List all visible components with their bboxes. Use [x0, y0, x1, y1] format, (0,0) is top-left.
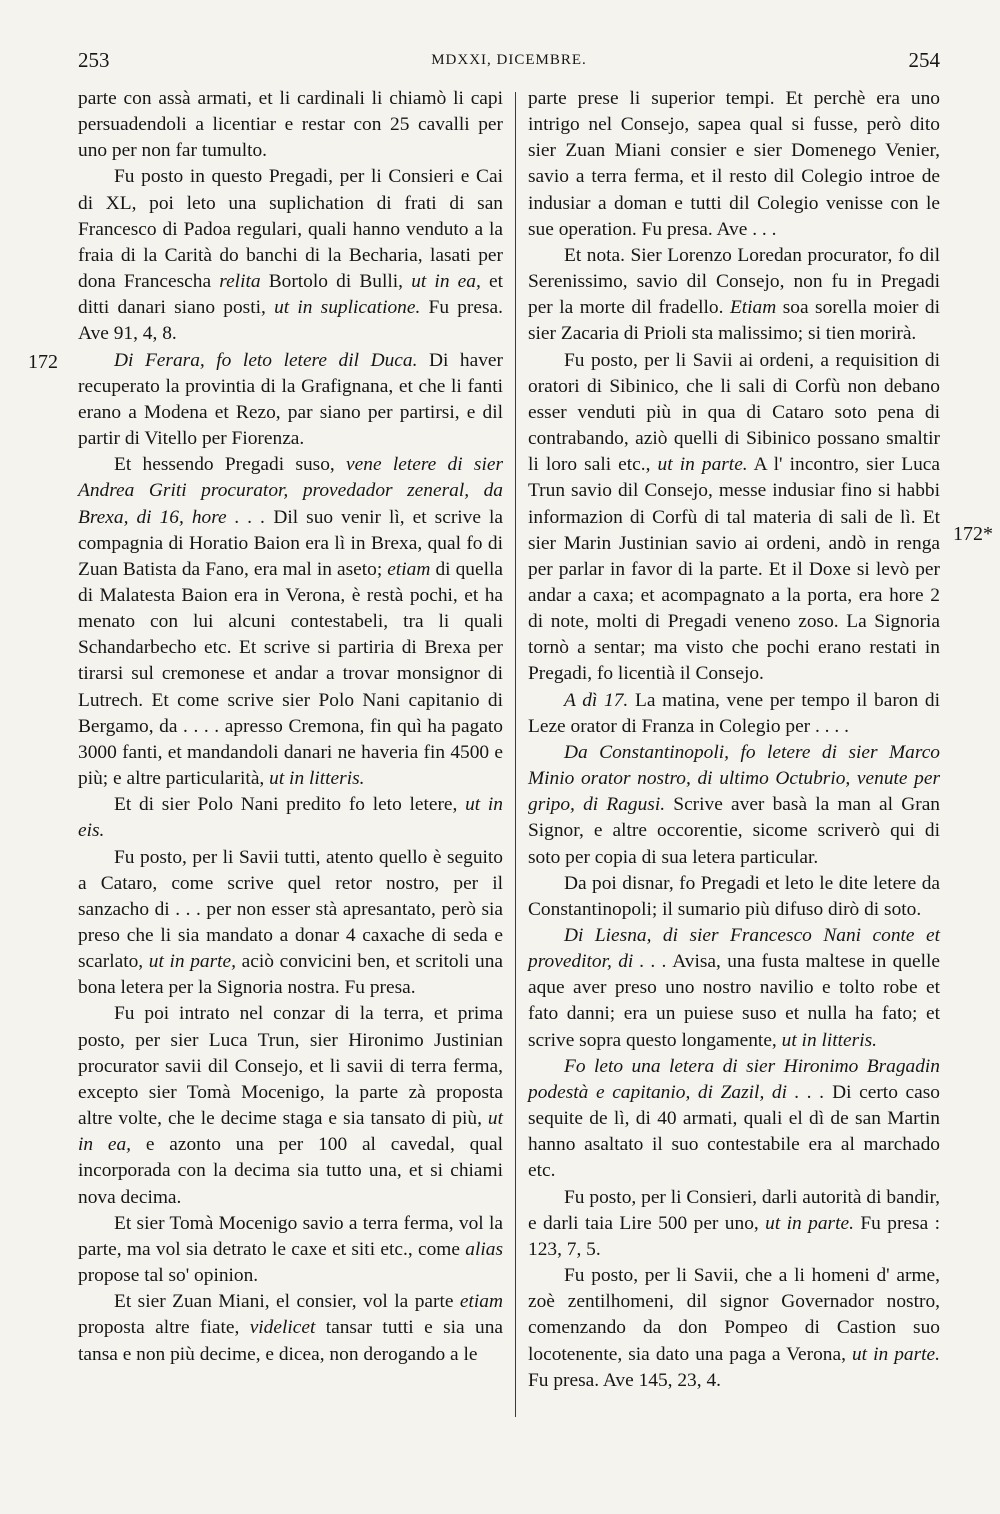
right-column	[528, 86, 940, 1394]
text-run: aciò convicini ben, et scritoli una bona letera per la Signoria nostra. Fu presa.	[78, 951, 503, 999]
italic-run: ut in parte.	[765, 1212, 854, 1234]
page-header	[78, 48, 940, 78]
text-run: proposta altre fiate,	[78, 1317, 250, 1339]
text-run: Fu presa. Ave 145, 23, 4.	[528, 1369, 721, 1391]
paragraph	[78, 1001, 503, 1210]
text-run: Fu posto, per li Savii ai ordeni, a requisition di oratori di Sibinico, che li sali di Corfù non debano esser venduti più in qua di Cataro soto pena di contrabando, aziò quelli di Sibinico possano smaltir li loro sali etc.,	[528, 349, 940, 476]
paragraph	[78, 164, 503, 347]
paragraph	[78, 1289, 503, 1367]
text-run: Fu presa. Ave 91, 4, 8.	[78, 297, 503, 345]
text-run: soa sorella moier di sier Zacaria di Prioli sta malissimo; si tien morirà.	[528, 297, 940, 345]
italic-run: ut in ea,	[411, 271, 481, 293]
paragraph	[78, 845, 503, 1002]
paragraph	[528, 923, 940, 1054]
text-run: Fu poi intrato nel conzar di la terra, et prima posto, per sier Luca Trun, sier Hironimo Justinian procurator savii dil Consejo, et li savii di terra ferma, excepto sier Tomà Mocenigo, la parte zà proposta altre volte, che le decime staga e sia tansato di più,	[78, 1003, 503, 1130]
italic-run: Da Constantinopoli, fo letere di sier Marco Minio orator nostro, di ultimo Octubrio, venute per gripo, di Ragusi.	[528, 741, 940, 816]
italic-run: ut in eis.	[78, 794, 503, 842]
paragraph: parte con assà armati, et li cardinali li chiamò li capi persuadendoli a licentiar e restar con 25 cavalli per uno per non far tumulto.	[78, 88, 503, 162]
paragraph	[78, 452, 503, 792]
text-run: Avisa, una fusta maltese in quelle aque aver preso uno nostro navilio e tolto robe et fato danni; era un puiese suso et nulla ha fato; et scrive sopra questo longamente,	[528, 951, 940, 1051]
italic-run: etiam	[387, 558, 431, 580]
text-run: A l' incontro, sier Luca Trun savio dil Consejo, messe indusiar fino si habbi informazion di Corfù di tal materia di sali de lì. Et sier Marin Justinian savio ai ordeni, andò in renga per parlar in favor di la parte. Et il Doxe si levò per andar a caxa; et acompagnato a la porta, era hore 2 di note, molti di Pregadi veneno zoso. La Signoria tornò a sentar; ma visto che pochi erano restati in Pregadi, fo licentià il Consejo.	[528, 454, 941, 685]
text-run: Scrive aver basà la man al Gran Signor, e altre occorentie, sicome scriverò qui di soto per copia di sua letera particular.	[528, 794, 940, 868]
text-run: Et di sier Polo Nani predito fo leto letere,	[114, 794, 466, 816]
left-column	[78, 86, 503, 1368]
italic-run: Fo leto una letera di sier Hironimo Bragadin podestà e capitanio, di Zazil, di . . .	[528, 1055, 940, 1103]
italic-run: vene letere di sier Andrea Griti procurator, provedador zeneral, da Brexa, di 16, hore . . .	[78, 454, 503, 528]
text-run: di quella di Malatesta Baion era in Verona, è restà pochi, et ha menato con lui alcuni contestabeli, tra li quali Schandarbecho etc. Et scrive si partiria di Brexa per tirarsi sul cremonese et andar a trovar monsignor di Lutrech. Et come scrive sier Polo Nani capitanio di Bergamo, da . . . . apresso Cremona, fin quì ha pagato 3000 fanti, et mandandoli danari ne haveria fin 4500 e più; e altre particularità,	[78, 558, 503, 790]
italic-run: ut in parte.	[657, 454, 748, 476]
italic-run: ut in suplicatione.	[274, 297, 421, 319]
running-title: MDXXI, DICEMBRE.	[431, 52, 587, 68]
text-run: Fu posto, per li Consieri, darli autorità di bandir, e darli taia Lire 500 per uno,	[528, 1186, 940, 1234]
text-run: Fu posto, per li Savii tutti, atento quello è seguito a Cataro, come scrive quel retor nostro, per il sanzacho di . . . per non esser stà apresantato, però sia preso che li sia mandato a donar 4 caxache di seda e scarlato,	[78, 846, 503, 973]
margin-note-right: 172*	[953, 523, 993, 545]
italic-run: A dì 17.	[564, 689, 629, 711]
column-divider	[515, 92, 516, 1417]
italic-run: ut in ea,	[78, 1108, 503, 1156]
paragraph	[528, 1054, 940, 1185]
text-run: Bortolo di Bulli,	[260, 271, 404, 293]
text-run: Fu posto in questo Pregadi, per li Consieri e Cai di XL, poi leto una suplichation di frati di san Francesco di Padoa regulari, quali hanno venduto a la fraia di la Carità do banchi di la Becharia, lasati per dona Franceschа	[78, 166, 503, 293]
paragraph	[528, 740, 940, 871]
paragraph	[528, 1185, 940, 1263]
italic-run: videlicet	[249, 1317, 316, 1339]
page-number-right: 254	[908, 48, 940, 72]
paragraph	[78, 348, 503, 453]
text-run: Di haver recuperato la provintia di la Grafignana, et che li fanti erano a Modena et Rezo, par siano per partirsi, e dil partir di Vitello per Fiorenza.	[78, 349, 503, 450]
text-run: Et sier Tomà Mocenigo savio a terra ferma, vol la parte, ma vol sia detrato le caxe et siti etc., come	[78, 1212, 503, 1260]
text-run: La matina, vene per tempo il baron di Leze orator di Franza in Colegio per . . . .	[528, 689, 941, 737]
text-run: propose tal so' opinion.	[78, 1265, 259, 1287]
page-number-left: 253	[78, 48, 110, 72]
paragraph: Da poi disnar, fo Pregadi et leto le dite letere da Constantinopoli; il sumario più difuso dirò di soto.	[528, 872, 940, 920]
italic-run: ut in parte.	[851, 1343, 940, 1365]
text-run: tansar tutti e sia una tansa e non più decime, e dicea, non derogando a le	[78, 1317, 503, 1365]
italic-run: Di Liesna, di sier Francesco Nani conte et proveditor, di . . .	[528, 925, 940, 973]
italic-run: ut in litteris.	[269, 768, 365, 790]
italic-run: Etiam	[729, 297, 777, 319]
paragraph	[528, 243, 940, 348]
text-run: e azonto una per 100 al cavedal, qual incorporada con la decima sia tutto una, et si chiami nova decima.	[78, 1134, 503, 1208]
text-run: Fu posto, per li Savii, che a li homeni d' arme, zoè zentilhomeni, dil signor Governador nostro, comenzando da don Pompeo di Castion suo locotenente, sia dato una paga a Verona,	[528, 1265, 940, 1365]
text-run: et ditti danari siano posti,	[78, 271, 504, 319]
paragraph	[78, 792, 503, 844]
text-run: Et hessendo Pregadi suso,	[114, 454, 347, 476]
paragraph	[528, 348, 940, 688]
text-run: Et nota. Sier Lorenzo Loredan procurator, fo dil Serenissimo, savio dil Consejo, non fu in Pregadi per la morte dil fradello.	[528, 244, 940, 319]
italic-run: ut in parte,	[148, 951, 237, 973]
text-run: Fu presa : 123, 7, 5.	[528, 1212, 940, 1260]
margin-note-left: 172	[28, 351, 58, 373]
italic-run: Di Ferara, fo leto letere dil Duca.	[114, 349, 418, 371]
text-run: Dil suo venir lì, et scrive la compagnia di Horatio Baion era lì in Brexa, qual fo di Zuan Batista da Fano, era mal in aseto;	[78, 506, 503, 580]
italic-run: ut in litteris.	[781, 1029, 877, 1051]
paragraph	[528, 688, 940, 740]
paragraph: parte prese li superior tempi. Et perchè era uno intrigo nel Consejo, sapea qual si fusse, però dito sier Zuan Miani consier e sier Domenego Venier, savio a terra ferma, et il resto dil Colegio introe de indusiar a doman e tutti dil Colegio venisse con le sue operation. Fu presa. Ave . . .	[528, 88, 940, 240]
paragraph	[78, 1211, 503, 1289]
paragraph	[528, 1263, 940, 1394]
text-run: Et sier Zuan Miani, el consier, vol la parte	[114, 1291, 460, 1313]
italic-run: etiam	[459, 1291, 503, 1313]
text-run: Di certo caso sequite de lì, di 40 armati, quali el dì de san Martin hanno asaltato il suo contestabile era al marchado etc.	[528, 1081, 940, 1182]
italic-run: alias	[465, 1238, 503, 1260]
italic-run: relita	[219, 271, 261, 293]
